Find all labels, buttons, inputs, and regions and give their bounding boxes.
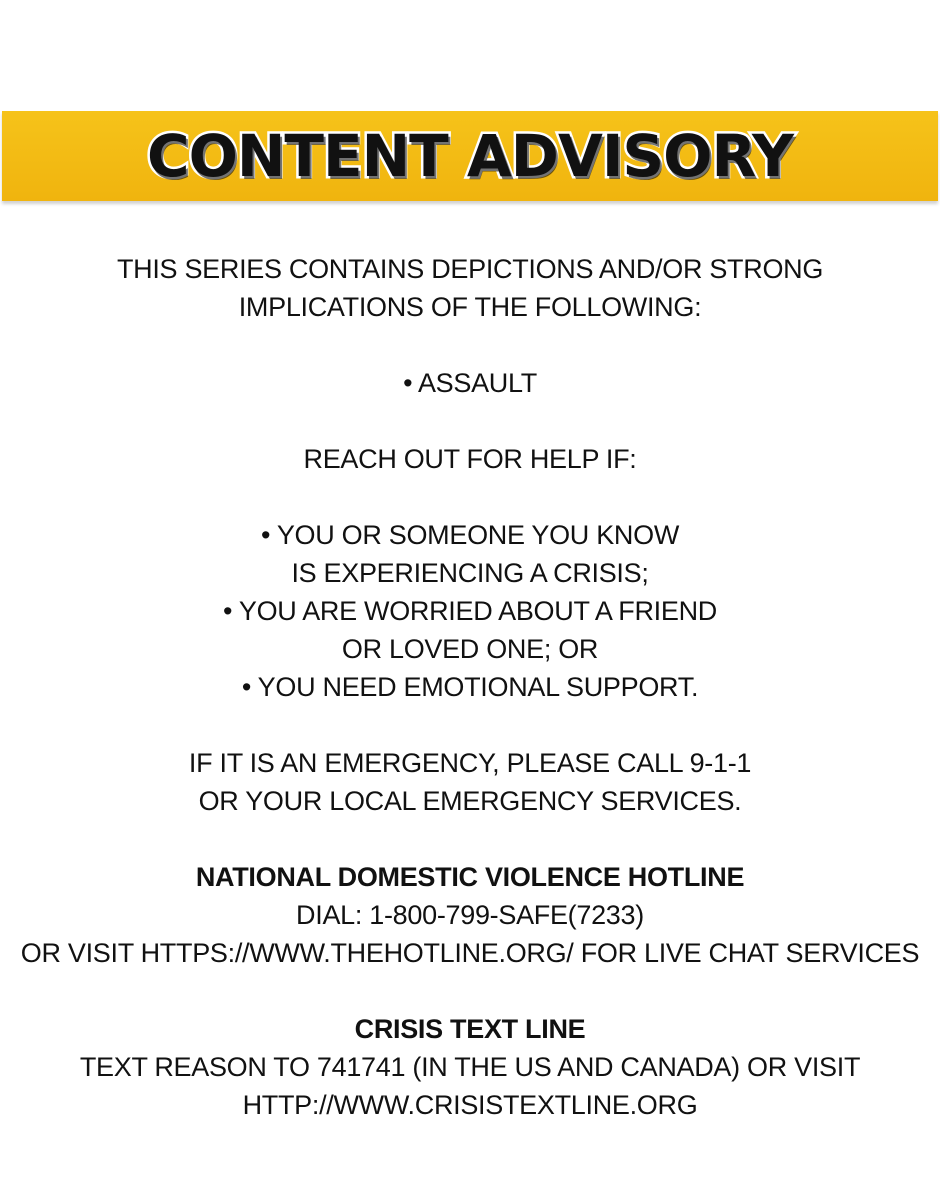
crisis-text-line-1: TEXT REASON TO 741741 (IN THE US AND CANADA) OR VISIT (79, 1052, 861, 1082)
help-line: IS EXPERIENCING A CRISIS; (291, 558, 649, 588)
help-line: • YOU OR SOMEONE YOU KNOW (260, 520, 679, 550)
spacer (0, 478, 940, 516)
hotline-dial: DIAL: 1-800-799-SAFE(7233) (296, 900, 644, 930)
crisis-text-line-name: CRISIS TEXT LINE (354, 1014, 586, 1044)
advisory-body (0, 250, 940, 1124)
intro-line-2: IMPLICATIONS OF THE FOLLOWING: (238, 292, 702, 322)
help-line: OR LOVED ONE; OR (341, 634, 599, 664)
crisis-text-line-2: HTTP://WWW.CRISISTEXTLINE.ORG (242, 1090, 698, 1120)
emergency-line-1: IF IT IS AN EMERGENCY, PLEASE CALL 9-1-1 (188, 748, 752, 778)
help-heading: REACH OUT FOR HELP IF: (303, 444, 637, 474)
spacer (0, 972, 940, 1010)
spacer (0, 402, 940, 440)
intro-line-1: THIS SERIES CONTAINS DEPICTIONS AND/OR STRONG (116, 254, 824, 284)
hotline-name: NATIONAL DOMESTIC VIOLENCE HOTLINE (195, 862, 745, 892)
spacer (0, 820, 940, 858)
help-line: • YOU ARE WORRIED ABOUT A FRIEND (223, 596, 717, 626)
emergency-line-2: OR YOUR LOCAL EMERGENCY SERVICES. (198, 786, 742, 816)
hotline-visit: OR VISIT HTTPS://WWW.THEHOTLINE.ORG/ FOR LIVE CHAT SERVICES (20, 938, 920, 968)
banner-title: CONTENT ADVISORY (147, 122, 793, 190)
spacer (0, 326, 940, 364)
topic-item: • ASSAULT (403, 368, 537, 398)
help-line: • YOU NEED EMOTIONAL SUPPORT. (241, 672, 699, 702)
spacer (0, 706, 940, 744)
content-advisory-banner (2, 111, 938, 201)
